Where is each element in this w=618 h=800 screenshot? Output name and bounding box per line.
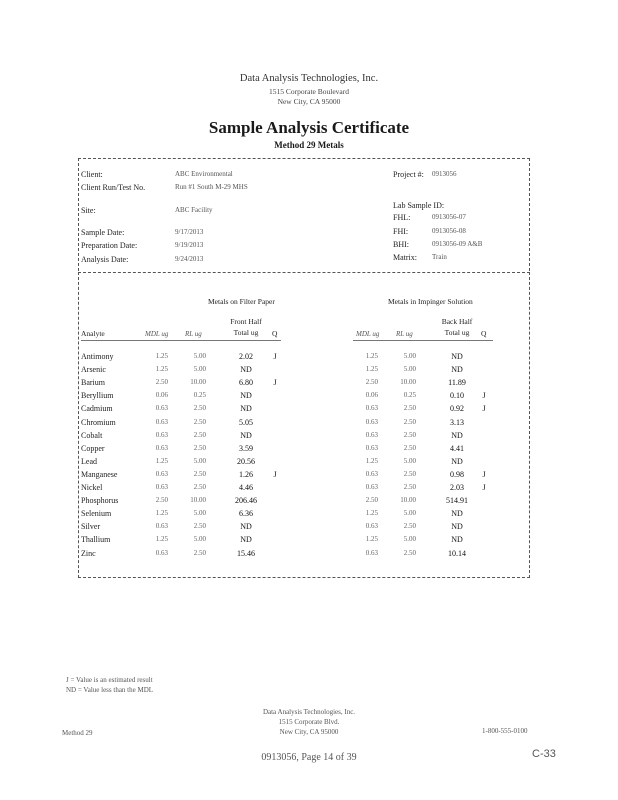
- footer-method: Method 29: [62, 729, 93, 737]
- mdl-cell-left: 0.63: [155, 548, 168, 557]
- front-half-total-cell: 206.46: [235, 496, 257, 506]
- rl-cell-left: 5.00: [193, 509, 206, 518]
- rl-cell-right: 5.00: [403, 352, 416, 360]
- client-label: Client:: [81, 170, 103, 179]
- rl-cell-right: 2.50: [403, 404, 416, 413]
- back-half-total-cell: 4.41: [450, 443, 464, 453]
- client-run-label: Client Run/Test No.: [81, 183, 146, 192]
- mdl-cell-right: 1.25: [365, 535, 378, 544]
- q-cell-left: J: [273, 469, 277, 479]
- analysis-date-value: 9/24/2013: [175, 255, 204, 263]
- footer-company: Data Analysis Technologies, Inc.: [262, 708, 356, 716]
- group-header-impinger: Metals in Impinger Solution: [388, 297, 473, 306]
- rl-cell-left: 10.00: [190, 496, 206, 505]
- fhi-label: FHI:: [393, 227, 409, 236]
- rl-cell-right: 2.50: [403, 443, 416, 452]
- analyte-cell: Cadmium: [81, 404, 113, 414]
- rl-cell-left: 10.00: [190, 378, 206, 387]
- group-header-filter: Metals on Filter Paper: [208, 297, 275, 306]
- q-cell-right: J: [482, 404, 486, 414]
- mdl-cell-left: 0.06: [155, 391, 168, 400]
- back-half-total-cell: 0.10: [450, 391, 464, 401]
- mdl-cell-left: 0.63: [155, 430, 168, 439]
- client-value: ABC Environmental: [175, 170, 233, 178]
- analyte-cell: Manganese: [81, 469, 118, 479]
- rl-cell-left: 5.00: [193, 352, 206, 360]
- front-half-total-cell: ND: [240, 404, 252, 414]
- rl-cell-right: 5.00: [403, 365, 416, 374]
- matrix-value: Train: [432, 253, 447, 261]
- back-half-total-cell: ND: [451, 509, 463, 519]
- analyte-cell: Barium: [81, 378, 105, 388]
- q-cell-right: J: [482, 391, 486, 401]
- analyte-cell: Lead: [81, 456, 97, 466]
- rl-cell-left: 2.50: [193, 404, 206, 413]
- analyte-cell: Beryllium: [81, 391, 114, 401]
- analyte-cell: Zinc: [81, 548, 96, 558]
- mdl-cell-left: 2.50: [155, 496, 168, 505]
- mdl-cell-right: 1.25: [365, 456, 378, 465]
- mdl-cell-left: 0.63: [155, 522, 168, 531]
- document-subtitle: Method 29 Metals: [274, 140, 344, 150]
- rl-cell-left: 2.50: [193, 443, 206, 452]
- analyte-cell: Selenium: [81, 509, 112, 519]
- mdl-cell-left: 1.25: [155, 509, 168, 518]
- rl-cell-right: 2.50: [403, 483, 416, 491]
- sample-date-value: 9/17/2013: [175, 228, 204, 236]
- site-value: ABC Facility: [175, 206, 213, 214]
- back-half-total-cell: 3.13: [450, 417, 464, 427]
- mdl-cell-right: 1.25: [365, 365, 378, 374]
- mdl-cell-right: 2.50: [365, 496, 378, 505]
- rl-cell-left: 2.50: [193, 469, 206, 478]
- mdl-cell-right: 0.63: [365, 548, 378, 557]
- back-half-total-cell: ND: [451, 352, 463, 361]
- fhl-label: FHL:: [393, 213, 411, 222]
- front-half-total-cell: 5.05: [239, 417, 253, 427]
- rl-cell-left: 2.50: [193, 430, 206, 439]
- page-number: 0913056, Page 14 of 39: [261, 752, 357, 763]
- analyte-cell: Copper: [81, 443, 105, 453]
- rl-cell-right: 5.00: [403, 509, 416, 518]
- footer-address-line1: 1515 Corporate Blvd.: [278, 718, 340, 726]
- matrix-label: Matrix:: [393, 253, 417, 262]
- page-code: C-33: [532, 748, 556, 760]
- front-half-header: Front Half: [230, 317, 262, 326]
- analyte-cell: Phosphorus: [81, 496, 119, 506]
- mdl-cell-right: 0.63: [365, 430, 378, 439]
- mdl-cell-left: 1.25: [155, 535, 168, 544]
- footer-address-line2: New City, CA 95000: [279, 728, 339, 736]
- front-half-total-cell: ND: [240, 430, 252, 440]
- analysis-date-label: Analysis Date:: [81, 255, 129, 264]
- mdl-cell-right: 0.63: [365, 522, 378, 531]
- front-half-total-cell: 6.36: [239, 509, 253, 519]
- mdl-cell-left: 0.63: [155, 483, 168, 491]
- preparation-date-label: Preparation Date:: [81, 241, 138, 250]
- analyte-cell: Thallium: [81, 535, 111, 545]
- rl-cell-right: 2.50: [403, 548, 416, 557]
- rl-cell-right: 2.50: [403, 417, 416, 426]
- mdl-cell-left: 0.63: [155, 443, 168, 452]
- note-nd: ND = Value less than the MDL: [66, 686, 154, 694]
- analyte-cell: Nickel: [81, 483, 103, 492]
- mdl-cell-right: 0.63: [365, 483, 378, 491]
- rl-cell-right: 2.50: [403, 430, 416, 439]
- rl-cell-left: 2.50: [193, 483, 206, 491]
- header-underline-left: [81, 340, 281, 341]
- mdl-cell-left: 0.63: [155, 417, 168, 426]
- project-label: Project #:: [393, 170, 424, 179]
- rl-cell-left: 5.00: [193, 456, 206, 465]
- mdl-cell-right: 0.63: [365, 469, 378, 478]
- front-half-total-cell: 4.46: [239, 483, 253, 492]
- mdl-cell-left: 1.25: [155, 365, 168, 374]
- front-half-total-cell: 1.26: [239, 469, 253, 479]
- fhi-value: 0913056-08: [432, 227, 466, 235]
- back-half-total-cell: 11.89: [448, 378, 466, 388]
- rl-cell-left: 2.50: [193, 548, 206, 557]
- mdl-cell-right: 1.25: [365, 509, 378, 518]
- rl-cell-left: 0.25: [193, 391, 206, 400]
- back-half-total-cell: 514.91: [446, 496, 468, 506]
- rl-cell-left: 5.00: [193, 365, 206, 374]
- back-half-total-cell: 10.14: [448, 548, 466, 558]
- note-j: J = Value is an estimated result: [66, 676, 153, 684]
- sample-date-label: Sample Date:: [81, 228, 125, 237]
- q-header-right: Q: [481, 329, 487, 338]
- fhl-value: 0913056-07: [432, 213, 466, 221]
- front-half-total-cell: ND: [240, 391, 252, 401]
- bhi-value: 0913056-09 A&B: [432, 240, 483, 248]
- bhi-label: BHI:: [393, 240, 409, 249]
- back-half-header: Back Half: [441, 317, 473, 326]
- q-cell-left: J: [273, 378, 277, 388]
- lab-sample-id-label: Lab Sample ID:: [393, 201, 445, 210]
- front-half-total-cell: 15.46: [237, 548, 255, 558]
- mdl-cell-left: 1.25: [155, 456, 168, 465]
- mdl-header-left: MDL ug: [145, 330, 169, 338]
- analyte-header: Analyte: [81, 329, 105, 338]
- rl-cell-left: 2.50: [193, 522, 206, 531]
- document-title: Sample Analysis Certificate: [208, 118, 410, 137]
- mdl-cell-left: 2.50: [155, 378, 168, 387]
- rl-cell-right: 5.00: [403, 535, 416, 544]
- back-half-total-cell: 0.92: [450, 404, 464, 414]
- front-half-total-cell: 2.02: [239, 352, 253, 361]
- mdl-cell-right: 0.63: [365, 443, 378, 452]
- mdl-cell-left: 0.63: [155, 404, 168, 413]
- back-half-total-cell: ND: [451, 456, 463, 466]
- front-half-total-cell: 3.59: [239, 443, 253, 453]
- mdl-cell-left: 1.25: [155, 352, 168, 360]
- back-half-total-cell: ND: [451, 365, 463, 375]
- q-cell-left: J: [273, 352, 277, 361]
- company-address-line1: 1515 Corporate Boulevard: [269, 87, 349, 96]
- front-half-total-cell: ND: [240, 522, 252, 532]
- mdl-header-right: MDL ug: [356, 330, 380, 338]
- rl-cell-right: 2.50: [403, 522, 416, 531]
- front-half-total-cell: ND: [240, 365, 252, 375]
- q-header-left: Q: [272, 329, 278, 338]
- mdl-cell-left: 0.63: [155, 469, 168, 478]
- back-half-total-header: Total ug: [444, 328, 470, 337]
- back-half-total-cell: 2.03: [450, 483, 464, 492]
- mdl-cell-right: 1.25: [365, 352, 378, 360]
- mdl-cell-right: 0.63: [365, 417, 378, 426]
- rl-header-left: RL ug: [185, 330, 202, 338]
- analyte-cell: Chromium: [81, 417, 116, 427]
- analyte-cell: Cobalt: [81, 430, 103, 440]
- back-half-total-cell: ND: [451, 535, 463, 545]
- rl-cell-right: 10.00: [400, 496, 416, 505]
- rl-cell-right: 2.50: [403, 469, 416, 478]
- front-half-total-cell: 20.56: [237, 456, 255, 466]
- rl-header-right: RL ug: [396, 330, 413, 338]
- rl-cell-left: 2.50: [193, 417, 206, 426]
- back-half-total-cell: ND: [451, 430, 463, 440]
- mdl-cell-right: 2.50: [365, 378, 378, 387]
- rl-cell-right: 10.00: [400, 378, 416, 387]
- preparation-date-value: 9/19/2013: [175, 241, 204, 249]
- rl-cell-left: 5.00: [193, 535, 206, 544]
- rl-cell-right: 5.00: [403, 456, 416, 465]
- front-half-total-cell: ND: [240, 535, 252, 545]
- footer-phone: 1-800-555-0100: [482, 727, 528, 735]
- site-label: Site:: [81, 206, 96, 215]
- back-half-total-cell: 0.98: [450, 469, 464, 479]
- analyte-cell: Antimony: [81, 352, 114, 361]
- project-value: 0913056: [432, 170, 457, 178]
- client-run-value: Run #1 South M-29 MHS: [175, 183, 248, 191]
- header-underline-right: [353, 340, 493, 341]
- back-half-total-cell: ND: [451, 522, 463, 532]
- mdl-cell-right: 0.06: [365, 391, 378, 400]
- company-name: Data Analysis Technologies, Inc.: [239, 73, 379, 84]
- analyte-cell: Arsenic: [81, 365, 106, 375]
- rl-cell-right: 0.25: [403, 391, 416, 400]
- front-half-total-cell: 6.80: [239, 378, 253, 388]
- company-address-line2: New City, CA 95000: [277, 97, 341, 106]
- q-cell-right: J: [482, 469, 486, 479]
- analyte-cell: Silver: [81, 522, 101, 532]
- mdl-cell-right: 0.63: [365, 404, 378, 413]
- q-cell-right: J: [482, 483, 486, 492]
- front-half-total-header: Total ug: [233, 328, 259, 337]
